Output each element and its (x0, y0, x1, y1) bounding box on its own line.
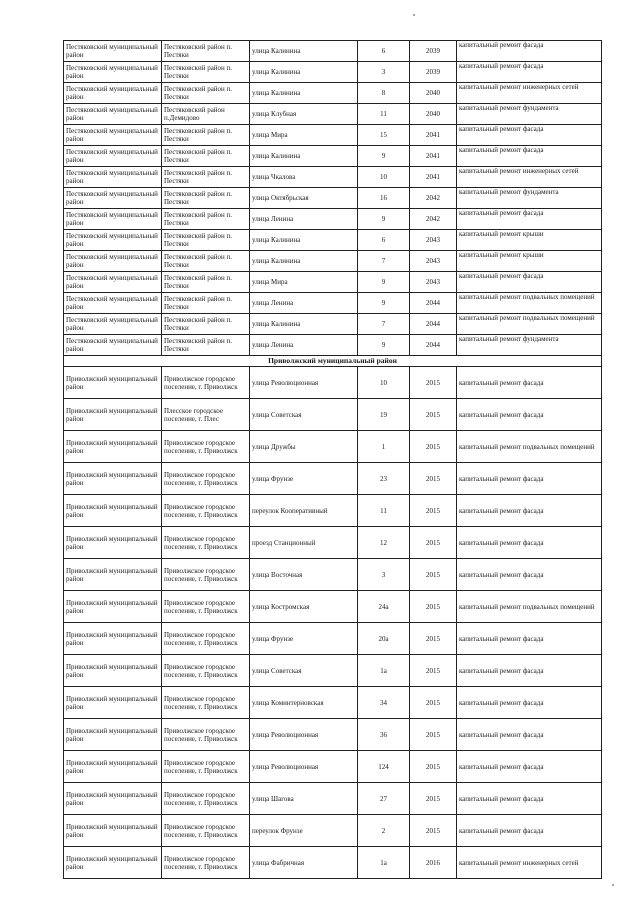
cell-settlement: Приволжское городское поселение, г. Приволжск (162, 495, 250, 527)
cell-work: капитальный ремонт фундамента (457, 188, 602, 209)
cell-year: 2015 (410, 367, 457, 399)
cell-district: Пестяковский муниципальный район (64, 335, 162, 356)
cell-work: капитальный ремонт фасада (457, 125, 602, 146)
cell-work: капитальный ремонт подвальных помещений (457, 314, 602, 335)
cell-street: улица Ленина (250, 293, 358, 314)
cell-year: 2041 (410, 125, 457, 146)
cell-district: Приволжский муниципальный район (64, 687, 162, 719)
cell-district: Пестяковский муниципальный район (64, 293, 162, 314)
cell-work: капитальный ремонт фасада (457, 623, 602, 655)
cell-street: улица Клубная (250, 104, 358, 125)
table-row (64, 209, 602, 230)
cell-year: 2015 (410, 399, 457, 431)
cell-house: 9 (358, 335, 410, 356)
cell-street: улица Революционная (250, 367, 358, 399)
cell-district: Пестяковский муниципальный район (64, 167, 162, 188)
cell-house: 16 (358, 188, 410, 209)
cell-work: капитальный ремонт фасада (457, 41, 602, 62)
cell-street: улица Шагова (250, 783, 358, 815)
cell-street: улица Революционная (250, 719, 358, 751)
cell-year: 2042 (410, 209, 457, 230)
cell-settlement: Пестяковский район п. Пестяки (162, 83, 250, 104)
cell-year: 2043 (410, 272, 457, 293)
table-row (64, 104, 602, 125)
cell-street: улица Фрунзе (250, 463, 358, 495)
cell-house: 12 (358, 527, 410, 559)
cell-settlement: Пестяковский район п. Пестяки (162, 251, 250, 272)
cell-street: улица Советская (250, 655, 358, 687)
cell-house: 19 (358, 399, 410, 431)
cell-year: 2042 (410, 188, 457, 209)
cell-district: Приволжский муниципальный район (64, 367, 162, 399)
table-row (64, 463, 602, 495)
cell-work: капитальный ремонт подвальных помещений (457, 293, 602, 314)
cell-street: улица Фабричная (250, 847, 358, 879)
cell-house: 1а (358, 655, 410, 687)
cell-settlement: Пестяковский район п. Пестяки (162, 41, 250, 62)
cell-street: улица Калинина (250, 230, 358, 251)
cell-year: 2015 (410, 463, 457, 495)
table-row (64, 783, 602, 815)
cell-year: 2044 (410, 293, 457, 314)
cell-district: Приволжский муниципальный район (64, 431, 162, 463)
cell-district: Пестяковский муниципальный район (64, 41, 162, 62)
cell-house: 15 (358, 125, 410, 146)
table-row (64, 751, 602, 783)
cell-district: Приволжский муниципальный район (64, 719, 162, 751)
cell-work: капитальный ремонт фасада (457, 559, 602, 591)
cell-settlement: Приволжское городское поселение, г. Приволжск (162, 847, 250, 879)
table-row (64, 83, 602, 104)
cell-year: 2041 (410, 167, 457, 188)
cell-work: капитальный ремонт крыши (457, 230, 602, 251)
cell-year: 2015 (410, 815, 457, 847)
cell-settlement: Приволжское городское поселение, г. Приволжск (162, 687, 250, 719)
cell-street: улица Фрунзе (250, 623, 358, 655)
cell-settlement: Пестяковский район п. Пестяки (162, 293, 250, 314)
cell-settlement: Пестяковский район п. Пестяки (162, 167, 250, 188)
cell-year: 2015 (410, 559, 457, 591)
table-row (64, 527, 602, 559)
cell-year: 2044 (410, 335, 457, 356)
table-row (64, 167, 602, 188)
cell-settlement: Приволжское городское поселение, г. Приволжск (162, 591, 250, 623)
cell-house: 23 (358, 463, 410, 495)
repair-schedule-table (63, 40, 602, 879)
cell-street: улица Калинина (250, 62, 358, 83)
cell-work: капитальный ремонт фасада (457, 209, 602, 230)
cell-house: 20а (358, 623, 410, 655)
cell-year: 2015 (410, 719, 457, 751)
cell-district: Приволжский муниципальный район (64, 815, 162, 847)
table-row (64, 367, 602, 399)
table-row (64, 847, 602, 879)
cell-district: Приволжский муниципальный район (64, 527, 162, 559)
cell-settlement: Приволжское городское поселение, г. Приволжск (162, 783, 250, 815)
cell-year: 2015 (410, 623, 457, 655)
cell-year: 2015 (410, 495, 457, 527)
table-row (64, 272, 602, 293)
cell-work: капитальный ремонт фасада (457, 146, 602, 167)
table-row (64, 314, 602, 335)
cell-settlement: Приволжское городское поселение, г. Приволжск (162, 559, 250, 591)
cell-work: капитальный ремонт фундамента (457, 104, 602, 125)
cell-year: 2015 (410, 783, 457, 815)
cell-street: улица Восточная (250, 559, 358, 591)
cell-work: капитальный ремонт фасада (457, 527, 602, 559)
cell-work: капитальный ремонт инженерных сетей (457, 83, 602, 104)
cell-house: 124 (358, 751, 410, 783)
cell-work: капитальный ремонт фасада (457, 399, 602, 431)
cell-street: улица Калинина (250, 314, 358, 335)
cell-street: улица Революционная (250, 751, 358, 783)
cell-house: 3 (358, 559, 410, 591)
cell-street: переулок Фрунзе (250, 815, 358, 847)
cell-year: 2039 (410, 41, 457, 62)
cell-work: капитальный ремонт крыши (457, 251, 602, 272)
cell-street: улица Чкалова (250, 167, 358, 188)
privolzhsk-rows (64, 367, 602, 879)
cell-street: улица Ленина (250, 209, 358, 230)
table-row (64, 655, 602, 687)
cell-house: 6 (358, 230, 410, 251)
cell-house: 9 (358, 209, 410, 230)
cell-year: 2043 (410, 230, 457, 251)
cell-house: 1 (358, 431, 410, 463)
section-header-group (64, 356, 602, 367)
cell-district: Пестяковский муниципальный район (64, 251, 162, 272)
table-row (64, 559, 602, 591)
cell-settlement: Приволжское городское поселение, г. Приволжск (162, 431, 250, 463)
cell-street: улица Калинина (250, 41, 358, 62)
cell-house: 2 (358, 815, 410, 847)
cell-street: улица Костромская (250, 591, 358, 623)
cell-work: капитальный ремонт фасада (457, 272, 602, 293)
cell-work: капитальный ремонт фасада (457, 815, 602, 847)
cell-settlement: Пестяковский район п. Пестяки (162, 230, 250, 251)
table-row (64, 431, 602, 463)
cell-street: улица Коминтерновская (250, 687, 358, 719)
cell-house: 8 (358, 83, 410, 104)
table-row (64, 623, 602, 655)
cell-district: Приволжский муниципальный район (64, 591, 162, 623)
cell-settlement: Приволжское городское поселение, г. Приволжск (162, 463, 250, 495)
cell-house: 3 (358, 62, 410, 83)
cell-district: Приволжский муниципальный район (64, 655, 162, 687)
cell-year: 2015 (410, 655, 457, 687)
cell-house: 10 (358, 167, 410, 188)
cell-year: 2015 (410, 431, 457, 463)
cell-settlement: Пестяковский район п. Пестяки (162, 272, 250, 293)
cell-year: 2041 (410, 146, 457, 167)
cell-work: капитальный ремонт фасада (457, 687, 602, 719)
cell-settlement: Приволжское городское поселение, г. Приволжск (162, 527, 250, 559)
cell-settlement: Приволжское городское поселение, г. Приволжск (162, 655, 250, 687)
cell-district: Пестяковский муниципальный район (64, 188, 162, 209)
cell-work: капитальный ремонт фасада (457, 463, 602, 495)
cell-work: капитальный ремонт подвальных помещений (457, 591, 602, 623)
cell-settlement: Пестяковский район п.Демидово (162, 104, 250, 125)
table-row (64, 293, 602, 314)
cell-settlement: Пестяковский район п. Пестяки (162, 146, 250, 167)
table-row (64, 495, 602, 527)
cell-district: Пестяковский муниципальный район (64, 230, 162, 251)
cell-house: 9 (358, 146, 410, 167)
cell-district: Приволжский муниципальный район (64, 463, 162, 495)
cell-street: улица Калинина (250, 251, 358, 272)
cell-year: 2040 (410, 104, 457, 125)
cell-work: капитальный ремонт фасада (457, 367, 602, 399)
cell-street: улица Октябрьская (250, 188, 358, 209)
cell-settlement: Приволжское городское поселение, г. Приволжск (162, 623, 250, 655)
cell-house: 36 (358, 719, 410, 751)
cell-district: Приволжский муниципальный район (64, 751, 162, 783)
cell-street: улица Калинина (250, 146, 358, 167)
cell-house: 1а (358, 847, 410, 879)
table-row (64, 591, 602, 623)
cell-year: 2039 (410, 62, 457, 83)
cell-work: капитальный ремонт фасада (457, 751, 602, 783)
table-row (64, 188, 602, 209)
cell-district: Пестяковский муниципальный район (64, 272, 162, 293)
table-row (64, 815, 602, 847)
cell-house: 7 (358, 251, 410, 272)
cell-street: проезд Станционный (250, 527, 358, 559)
table-row (64, 230, 602, 251)
cell-work: капитальный ремонт фасада (457, 62, 602, 83)
cell-street: улица Калинина (250, 83, 358, 104)
cell-district: Приволжский муниципальный район (64, 623, 162, 655)
table-row (64, 146, 602, 167)
cell-house: 27 (358, 783, 410, 815)
cell-street: переулок Кооперативный (250, 495, 358, 527)
cell-district: Пестяковский муниципальный район (64, 146, 162, 167)
cell-district: Пестяковский муниципальный район (64, 104, 162, 125)
cell-house: 11 (358, 104, 410, 125)
cell-district: Приволжский муниципальный район (64, 783, 162, 815)
cell-year: 2040 (410, 83, 457, 104)
cell-settlement: Плесское городское поселение, г. Плес (162, 399, 250, 431)
cell-street: улица Советская (250, 399, 358, 431)
section-header: Приволжский муниципальный район (64, 356, 602, 367)
cell-district: Пестяковский муниципальный район (64, 209, 162, 230)
cell-year: 2015 (410, 527, 457, 559)
cell-settlement: Пестяковский район п. Пестяки (162, 62, 250, 83)
cell-settlement: Приволжское городское поселение, г. Приволжск (162, 815, 250, 847)
cell-house: 34 (358, 687, 410, 719)
cell-street: улица Ленина (250, 335, 358, 356)
cell-year: 2016 (410, 847, 457, 879)
cell-settlement: Приволжское городское поселение, г. Приволжск (162, 367, 250, 399)
cell-year: 2043 (410, 251, 457, 272)
cell-work: капитальный ремонт инженерных сетей (457, 167, 602, 188)
cell-work: капитальный ремонт фундамента (457, 335, 602, 356)
cell-house: 7 (358, 314, 410, 335)
cell-settlement: Пестяковский район п. Пестяки (162, 188, 250, 209)
cell-work: капитальный ремонт фасада (457, 719, 602, 751)
cell-house: 24а (358, 591, 410, 623)
cell-settlement: Приволжское городское поселение, г. Приволжск (162, 751, 250, 783)
cell-district: Приволжский муниципальный район (64, 495, 162, 527)
cell-district: Приволжский муниципальный район (64, 399, 162, 431)
scan-speck (612, 884, 614, 886)
table-row (64, 62, 602, 83)
cell-settlement: Пестяковский район п. Пестяки (162, 125, 250, 146)
cell-street: улица Мира (250, 125, 358, 146)
cell-settlement: Приволжское городское поселение, г. Приволжск (162, 719, 250, 751)
cell-year: 2015 (410, 751, 457, 783)
cell-work: капитальный ремонт инженерных сетей (457, 847, 602, 879)
cell-district: Пестяковский муниципальный район (64, 83, 162, 104)
cell-work: капитальный ремонт фасада (457, 495, 602, 527)
cell-year: 2015 (410, 687, 457, 719)
table-row (64, 399, 602, 431)
cell-settlement: Пестяковский район п. Пестяки (162, 209, 250, 230)
cell-house: 9 (358, 272, 410, 293)
cell-district: Приволжский муниципальный район (64, 847, 162, 879)
cell-work: капитальный ремонт подвальных помещений (457, 431, 602, 463)
cell-house: 9 (358, 293, 410, 314)
cell-settlement: Пестяковский район п. Пестяки (162, 335, 250, 356)
table-row (64, 125, 602, 146)
cell-year: 2015 (410, 591, 457, 623)
cell-work: капитальный ремонт фасада (457, 655, 602, 687)
cell-district: Пестяковский муниципальный район (64, 125, 162, 146)
cell-district: Пестяковский муниципальный район (64, 62, 162, 83)
cell-district: Приволжский муниципальный район (64, 559, 162, 591)
cell-street: улица Мира (250, 272, 358, 293)
table-row (64, 687, 602, 719)
cell-street: улица Дружбы (250, 431, 358, 463)
cell-house: 6 (358, 41, 410, 62)
cell-settlement: Пестяковский район п. Пестяки (162, 314, 250, 335)
cell-district: Пестяковский муниципальный район (64, 314, 162, 335)
cell-house: 11 (358, 495, 410, 527)
table-row (64, 251, 602, 272)
pestyaki-rows (64, 41, 602, 356)
cell-year: 2044 (410, 314, 457, 335)
table-row (64, 41, 602, 62)
table-row (64, 719, 602, 751)
table-row (64, 335, 602, 356)
cell-house: 10 (358, 367, 410, 399)
scan-speck (413, 14, 415, 16)
cell-work: капитальный ремонт фасада (457, 783, 602, 815)
